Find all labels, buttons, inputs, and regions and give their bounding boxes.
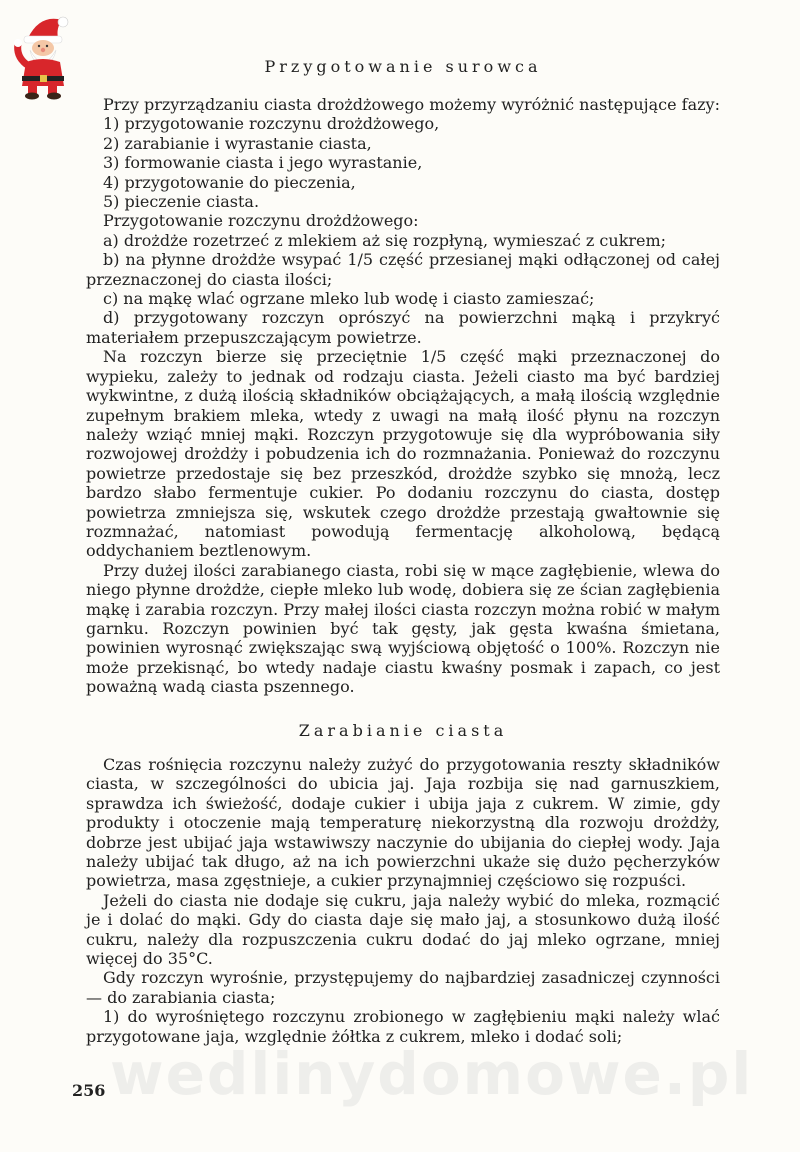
prep-heading: Przygotowanie rozczynu drożdżowego: — [103, 211, 419, 231]
prep-step: c) na mąkę wlać ogrzane mleko lub wodę i ciasto zamieszać; — [103, 289, 595, 309]
step-paragraph: 1) do wyrośniętego rozczynu zrobionego w zagłębieniu mąki należy wlać przygotowane jaja, względnie żółtka z cukrem, mleko i dodać soli; — [86, 1007, 720, 1046]
phase-item: 2) zarabianie i wyrastanie ciasta, — [103, 133, 372, 153]
body-paragraph: Przy dużej ilości zarabianego ciasta, robi się w mące zagłębienie, wlewa do niego płynne drożdże, ciepłe mleko lub wodę, dobiera się ze ścian zagłębienia mąkę i zarabia rozczyn. Przy małej ilości ciasta rozczyn można robić w małym garnku. Rozczyn powinien być tak gęsty, jak gęsta kwaśna śmietana, powinien wyrosnąć zwiększając swą wyjściową objętość o 100%. Rozczyn nie może przekisnąć, bo wtedy nadaje ciastu kwaśny posmak i zapach, co jest poważną wadą ciasta pszennego. — [86, 560, 720, 697]
phase-item: 3) formowanie ciasta i jego wyrastanie, — [103, 153, 423, 173]
body-paragraph: Na rozczyn bierze się przeciętnie 1/5 część mąki przeznaczonej do wypieku, zależy to jednak od rodzaju ciasta. Jeżeli ciasto ma być bardziej wykwintne, z dużą ilością składników obciążających, a małą ilością względnie zupełnym brakiem mleka, wtedy z uwagi na małą ilość płynu na rozczyn należy wziąć mniej mąki. Rozczyn przygotowuje się dla wypróbowania siły rozwojowej drożdży i pobudzenia ich do rozmnażania. Ponieważ do rozczynu powietrze przedostaje się bez przeszkód, drożdże szybko się mnożą, lecz bardzo słabo fermentuje cukier. Po dodaniu rozczynu do ciasta, dostęp powietrza zmniejsza się, wskutek czego drożdże przestają gwałtownie się rozmnażać, natomiast powodują fermentację alkoholową, będącą oddychaniem beztlenowym. — [86, 347, 720, 561]
body-paragraph: Gdy rozczyn wyrośnie, przystępujemy do najbardziej zasadniczej czynności — do zarabiania ciasta; — [86, 968, 720, 1007]
body-paragraph: Czas rośnięcia rozczynu należy zużyć do przygotowania reszty składników ciasta, w szczególności do ubicia jaj. Jaja rozbija się nad garnuszkiem, sprawdza ich świeżość, dodaje cukier i ubija jaja z cukrem. W zimie, gdy produkty i otoczenie mają temperaturę niekorzystną dla rozwoju drożdży, dobrze jest ubijać jaja wstawiwszy naczynie do ubijania do ciepłej wody. Jaja należy ubijać tak długo, aż na ich powierzchni ukaże się dużo pęcherzyków powietrza, masa zgęstnieje, a cukier przynajmniej częściowo się rozpuści. — [86, 755, 720, 891]
prep-step: b) na płynne drożdże wsypać 1/5 część przesianej mąki odłączonej od całej przeznaczonej do ciasta ilości; — [86, 250, 720, 289]
phase-item: 4) przygotowanie do pieczenia, — [103, 172, 356, 192]
section-heading-zarabianie: Zarabianie ciasta — [298, 721, 508, 740]
intro-paragraph: Przy przyrządzaniu ciasta drożdżowego możemy wyróżnić następujące fazy: — [103, 95, 720, 114]
section1-body — [86, 95, 720, 697]
section-heading-przygotowanie: Przygotowanie surowca — [264, 57, 542, 76]
section2-body — [86, 755, 720, 1046]
prep-step: a) drożdże rozetrzeć z mlekiem aż się rozpłyną, wymieszać z cukrem; — [103, 230, 667, 250]
prep-step: d) przygotowany rozczyn oprószyć na powierzchni mąką i przykryć materiałem przepuszczającym powietrze. — [86, 308, 720, 347]
body-paragraph: Jeżeli do ciasta nie dodaje się cukru, jaja należy wybić do mleka, rozmącić je i dolać do mąki. Gdy do ciasta daje się mało jaj, a stosunkowo dużą ilość cukru, należy dla rozpuszczenia cukru dodać do jaj mleko ogrzane, mniej więcej do 35°C. — [86, 890, 720, 969]
watermark: wedlinydomowe.pl — [110, 1040, 754, 1108]
phase-item: 5) pieczenie ciasta. — [103, 192, 260, 212]
santa-claus-icon — [10, 12, 76, 100]
page-number: 256 — [72, 1081, 106, 1100]
phase-item: 1) przygotowanie rozczynu drożdżowego, — [103, 114, 440, 134]
